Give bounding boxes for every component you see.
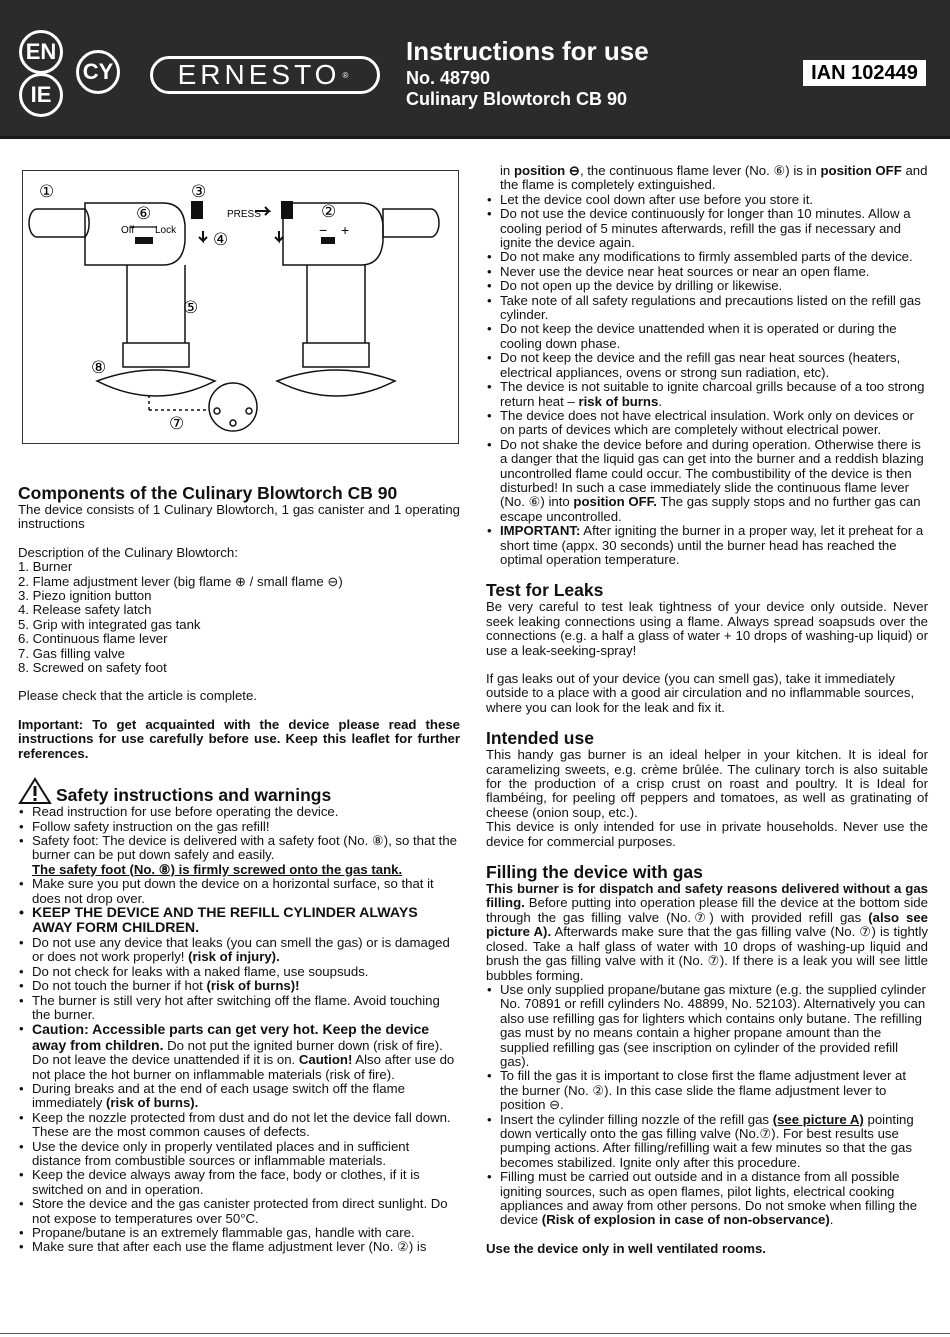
component-item: 8. Screwed on safety foot <box>18 660 167 676</box>
filling-list <box>486 983 928 1228</box>
list-item: • Make sure you put down the device on a horizontal surface, so that it does not drop over. <box>18 877 460 906</box>
safety-foot-note: The safety foot (No. ⑧) is firmly screwed onto the gas tank. <box>32 861 403 877</box>
header-bar <box>0 0 950 136</box>
leaks-paragraph-2: If gas leaks out of your device (you can smell gas), take it immediately outside to a place with a good air circulation and no inflammable sources, where you can look for the leak and fix it. <box>486 671 915 715</box>
intended-use-paragraph-2: This device is only intended for use in private households. Never use the device for commercial purposes. <box>486 819 928 849</box>
list-item: • Safety foot: The device is delivered with a safety foot (No. ⑧), so that the burner can be put down safely and easily. The safety foot (No. ⑧) is firmly screwed onto the gas tank. <box>18 834 460 877</box>
list-item: • Filling must be carried out outside and in a distance from all possible igniting sources, such as open flames, pilot lights, electrical cooking appliances and away from other persons. Do not smoke when filling the device (Risk of explosion in case of non-observance). <box>486 1170 928 1228</box>
ian-badge: IAN 102449 <box>803 60 926 86</box>
left-column <box>18 484 460 1255</box>
leaks-paragraph-1: Be very careful to test leak tightness of your device only outside. Never seek leaking connections using a flame. Always spread soapsuds over the connections (e.g. a half a glass of water + 10 drops of washing-up liquid) or use a leak-seeking-spray! <box>486 599 928 658</box>
blowtorch-illustration <box>23 171 460 445</box>
lock-label: Lock <box>155 225 177 236</box>
list-item: • Do not keep the device and the refill gas near heat sources (heaters, electrical appliances, ovens or strong sun radiation, etc). <box>486 351 928 380</box>
list-item: • Do not use the device continuously for longer than 10 minutes. Allow a cooling period of 5 minutes afterwards, refill the gas if necessary and ignite the device again. <box>486 207 928 250</box>
registered-mark: ® <box>342 70 353 80</box>
list-item: • The device does not have electrical insulation. Work only on devices or on parts of devices which are completely without electrical power. <box>486 409 928 438</box>
callout-6: ⑥ <box>136 204 152 224</box>
list-item: • To fill the gas it is important to close first the flame adjustment lever at the burner (No. ②). In this case slide the flame adjustment lever to position ⊖. <box>486 1069 928 1112</box>
country-code-ie: IE <box>19 73 63 117</box>
list-item: • Insert the cylinder filling nozzle of the refill gas (see picture A) pointing down vertically onto the gas filling valve (No.⑦). For best results use pumping actions. After filling/refilling wait a few minutes so that the gas becomes stabilized. Ignite only after this procedure. <box>486 1113 928 1171</box>
list-item: • Use the device only in properly ventilated places and in sufficient distance from combustible sources or inflammable materials. <box>18 1140 460 1169</box>
item-number: No. 48790 <box>406 68 491 88</box>
component-item: 3. Piezo ignition button <box>18 588 152 604</box>
component-item: 4. Release safety latch <box>18 602 152 618</box>
list-item: • Let the device cool down after use before you store it. <box>486 193 928 207</box>
press-label: PRESS <box>227 209 261 220</box>
header-rule <box>0 136 950 139</box>
component-item: 2. Flame adjustment lever (big flame ⊕ / small flame ⊖) <box>18 573 343 589</box>
minus-label: − <box>319 222 328 238</box>
product-diagram <box>22 170 459 444</box>
footer-rule <box>0 1333 950 1334</box>
list-item: • Read instruction for use before operating the device. <box>18 805 460 819</box>
plus-label: + <box>341 222 350 238</box>
components-heading: Components of the Culinary Blowtorch CB 90 <box>18 483 398 503</box>
ventilation-note: Use the device only in well ventilated rooms. <box>486 1240 766 1256</box>
callout-1: ① <box>39 182 55 202</box>
components-intro: The device consists of 1 Culinary Blowtorch, 1 gas canister and 1 operating instructions <box>18 502 460 532</box>
callout-4: ④ <box>213 230 229 250</box>
safety-list <box>18 805 460 1255</box>
product-name: Culinary Blowtorch CB 90 <box>406 89 628 109</box>
list-item: • Propane/butane is an extremely flammable gas, handle with care. <box>18 1226 460 1240</box>
description-title: Description of the Culinary Blowtorch: <box>18 544 238 560</box>
list-item: • Do not open up the device by drilling or likewise. <box>486 279 928 293</box>
list-item: • Keep the nozzle protected from dust and do not let the device fall down. These are the most common causes of defects. <box>18 1111 460 1140</box>
document-title: Instructions for use <box>406 36 649 66</box>
safety-heading-row <box>18 777 460 805</box>
check-complete-text: Please check that the article is complete. <box>18 688 257 704</box>
filling-paragraph: This burner is for dispatch and safety reasons delivered without a gas filling. Before putting into operation please fill the device at the bottom side through the gas filling valve (No.⑦) with provided refill gas (also see picture A). Afterwards make sure that the gas filling valve (No. ⑦) is tightly closed. Take a half glass of water with 10 drops of washing-up liquid and brush the gas filling valve with it (No. ⑦). If there is a leak you will see little bubbles forming. <box>486 881 928 983</box>
list-item: • During breaks and at the end of each usage switch off the flame immediately (risk of burns). <box>18 1082 460 1111</box>
list-item: • Use only supplied propane/butane gas mixture (e.g. the supplied cylinder No. 70891 or refill cylinders No. 48899, No. 52103). Alternatively you can also use refilling gas for lighters which contains only butane. The refilling gas must by no means contain a higher propane amount than the supplied refilling gas (see inscription on cylinder of the provided refill gas). <box>486 983 928 1069</box>
list-item: • KEEP THE DEVICE AND THE REFILL CYLINDER ALWAYS AWAY FORM CHILDREN. <box>18 906 460 936</box>
list-item: • Take note of all safety regulations and precautions listed on the refill gas cylinder. <box>486 294 928 323</box>
list-item: • The device is not suitable to ignite charcoal grills because of a too strong return heat – risk of burns. <box>486 380 928 409</box>
brand-name: ERNESTO <box>177 59 341 90</box>
component-item: 5. Grip with integrated gas tank <box>18 616 201 632</box>
callout-3: ③ <box>191 182 207 202</box>
list-item: • Do not shake the device before and during operation. Otherwise there is a danger that the liquid gas can get into the burner and a reddish blazing uncontrolled flame could occur. The combustibility of the device is then disturbed! In such a case immediately slide the continuous flame lever (No. ⑥) into position OFF. The gas supply stops and no further gas can escape uncontrolled. <box>486 438 928 524</box>
intended-use-paragraph-1: This handy gas burner is an ideal helper in your kitchen. It is ideal for caramelizing sweets, e.g. crème brûlée. The culinary torch is also suitable for the production of a crisp crust on roast and poultry. It is Ideal for flambéing, for peeling off peppers and tomatoes, as well as gratinating of cheese (onion soup, etc.). <box>486 747 928 820</box>
list-item: • Follow safety instruction on the gas refill! <box>18 820 460 834</box>
important-note: Important: To get acquainted with the device please read these instructions for use carefully before use. Keep this leaflet for further references. <box>18 716 460 761</box>
list-item: • Never use the device near heat sources or near an open flame. <box>486 265 928 279</box>
list-item: • Make sure that after each use the flame adjustment lever (No. ②) is <box>18 1240 460 1254</box>
component-item: 7. Gas filling valve <box>18 645 126 661</box>
warning-triangle-icon <box>18 777 52 805</box>
list-item: • The burner is still very hot after switching off the flame. Avoid touching the burner. <box>18 994 460 1023</box>
list-item: • Do not touch the burner if hot (risk of burns)! <box>18 979 460 993</box>
filling-heading: Filling the device with gas <box>486 862 703 883</box>
country-code-cy: CY <box>76 50 120 94</box>
list-item: • Do not make any modifications to firmly assembled parts of the device. <box>486 250 928 264</box>
component-item: 6. Continuous flame lever <box>18 631 168 647</box>
callout-7: ⑦ <box>169 414 185 434</box>
list-item: • Keep the device always away from the face, body or clothes, if it is switched on and in operation. <box>18 1168 460 1197</box>
component-item: 1. Burner <box>18 559 73 575</box>
brand-logo <box>150 56 380 94</box>
list-item: • IMPORTANT: After igniting the burner in a proper way, let it preheat for a short time (appx. 30 seconds) until the burner head has reached the optimal operation temperature. <box>486 524 928 567</box>
list-item: • Store the device and the gas canister protected from direct sunlight. Do not expose to temperatures over 50°C. <box>18 1197 460 1226</box>
safety-continuation: in position ⊖, the continuous flame lever (No. ⑥) is in position OFF and the flame is completely extinguished. <box>500 163 928 193</box>
intended-use-heading: Intended use <box>486 728 594 749</box>
safety-heading: Safety instructions and warnings <box>56 785 332 806</box>
country-code-en: EN <box>19 30 63 74</box>
off-label: Off <box>121 225 135 236</box>
callout-2: ② <box>321 202 337 222</box>
safety-list-continued <box>486 193 928 568</box>
list-item: • Caution: Accessible parts can get very hot. Keep the device away from children. Do not put the ignited burner down (risk of fire). Do not leave the device unattended if it is on. Caution! Also after use do not place the hot burner on inflammable materials (risk of fire). <box>18 1022 460 1082</box>
callout-8: ⑧ <box>91 358 107 378</box>
right-column <box>486 164 928 1256</box>
list-item: • Do not keep the device unattended when it is operated or during the cooling down phase. <box>486 322 928 351</box>
list-item: • Do not check for leaks with a naked flame, use soupsuds. <box>18 965 460 979</box>
callout-5: ⑤ <box>183 298 199 318</box>
leaks-heading: Test for Leaks <box>486 580 604 601</box>
list-item: • Do not use any device that leaks (you can smell the gas) or is damaged or does not work properly! (risk of injury). <box>18 936 460 965</box>
